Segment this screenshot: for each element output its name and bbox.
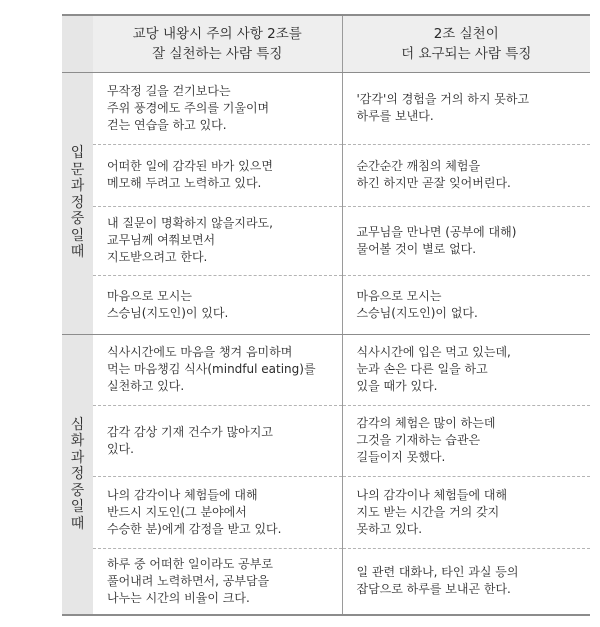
cell-line: 하긴 하지만 곧잘 잊어버린다. (356, 176, 511, 190)
cell-col-b (342, 275, 590, 334)
cell-col-b (342, 334, 590, 405)
cell-line: 눈과 손은 다른 일을 하고 (356, 362, 488, 376)
table-row (62, 206, 590, 275)
table-row (62, 476, 590, 548)
cell-line: 잡담으로 하루를 보내곤 한다. (356, 582, 511, 597)
cell-line: 교무님께 여쭤보면서 (107, 233, 216, 247)
table-row (62, 405, 590, 476)
cell-col-b (342, 548, 590, 615)
cell-line: 하루를 보낸다. (356, 109, 434, 123)
comparison-table-wrapper (62, 14, 590, 616)
table-row (62, 548, 590, 615)
header-col-b-line-1: 2조 실천이 (433, 25, 499, 42)
cell-line: 순간순간 깨침의 체험을 (356, 159, 481, 173)
table-row (62, 72, 590, 144)
cell-line: 주위 풍경에도 주의를 기울이며 (107, 100, 270, 115)
cell-line: 일 관련 대화나, 타인 과실 등의 (356, 565, 519, 580)
header-col-a-line-1: 교당 내왕시 주의 사항 2조를 (132, 25, 302, 42)
cell-line: 감각 감상 기재 건수가 많아지고 (107, 424, 273, 439)
cell-col-a (93, 206, 342, 275)
table-row (62, 334, 590, 405)
cell-line: 스승님(지도인)이 없다. (356, 305, 478, 320)
cell-line: 어떠한 일에 감각된 바가 있으면 (107, 159, 273, 173)
cell-col-a (93, 275, 342, 334)
cell-line: 지도받으려고 한다. (107, 250, 208, 264)
section-label-text: 입문과정중일때 (70, 145, 85, 261)
cell-line: 걷는 연습을 하고 있다. (107, 117, 227, 132)
cell-col-b (342, 405, 590, 476)
cell-line: 교무님을 만나면 (공부에 대해) (356, 224, 517, 239)
cell-line: 풀어내려 노력하면서, 공부담을 (107, 573, 270, 588)
cell-line: 내 질문이 명확하지 않을지라도, (107, 216, 273, 230)
header-corner (62, 15, 93, 72)
cell-col-a (93, 334, 342, 405)
cell-line: 식사시간에 입은 먹고 있는데, (356, 345, 511, 359)
section-label-text: 심화과정중일때 (70, 416, 85, 532)
header-row (62, 15, 590, 72)
comparison-table (62, 14, 590, 616)
header-col-a-line-2: 잘 실천하는 사람 특징 (152, 45, 283, 62)
cell-line: 감각의 체험은 많이 하는데 (356, 416, 496, 430)
cell-line: 식사시간에도 마음을 챙겨 음미하며 (107, 345, 293, 359)
cell-col-a (93, 144, 342, 206)
cell-line: 무작정 길을 걷기보다는 (107, 83, 231, 98)
cell-col-b (342, 72, 590, 144)
cell-line: 마음으로 모시는 (107, 288, 192, 303)
section-label-intro (62, 72, 93, 334)
cell-line: 나의 감각이나 체험들에 대해 (107, 487, 258, 502)
cell-col-b (342, 144, 590, 206)
cell-col-a (93, 405, 342, 476)
cell-col-a (93, 72, 342, 144)
cell-line: 나의 감각이나 체험들에 대해 (356, 487, 508, 502)
section-label-advanced (62, 334, 93, 615)
cell-line: 나누는 시간의 비율이 크다. (107, 590, 250, 605)
cell-line: 지도 받는 시간을 거의 갖지 (356, 504, 500, 519)
cell-line: 스승님(지도인)이 있다. (107, 305, 229, 320)
cell-line: 그것을 기재하는 습관은 (356, 433, 481, 447)
cell-line: '감각'의 경험을 거의 하지 못하고 (356, 92, 530, 106)
header-col-b (342, 15, 590, 72)
cell-line: 하루 중 어떠한 일이라도 공부로 (107, 556, 273, 571)
cell-line: 물어볼 것이 별로 없다. (356, 241, 477, 256)
cell-line: 있다. (107, 441, 134, 456)
header-col-b-line-2: 더 요구되는 사람 특징 (401, 45, 532, 62)
cell-col-b (342, 206, 590, 275)
table-row (62, 144, 590, 206)
cell-line: 수승한 분)에게 감정을 받고 있다. (107, 521, 282, 536)
header-col-a (93, 15, 342, 72)
cell-line: 있을 때가 있다. (356, 379, 438, 393)
cell-line: 마음으로 모시는 (356, 288, 442, 303)
cell-line: 길들이지 못했다. (356, 450, 446, 464)
cell-col-b (342, 476, 590, 548)
table-row (62, 275, 590, 334)
cell-col-a (93, 476, 342, 548)
cell-col-a (93, 548, 342, 615)
cell-line: 반드시 지도인(그 분야에서 (107, 504, 247, 519)
cell-line: 먹는 마음챙김 식사(mindful eating)를 (107, 362, 316, 376)
cell-line: 메모해 두려고 노력하고 있다. (107, 176, 262, 190)
cell-line: 실천하고 있다. (107, 379, 185, 393)
cell-line: 못하고 있다. (356, 521, 423, 536)
